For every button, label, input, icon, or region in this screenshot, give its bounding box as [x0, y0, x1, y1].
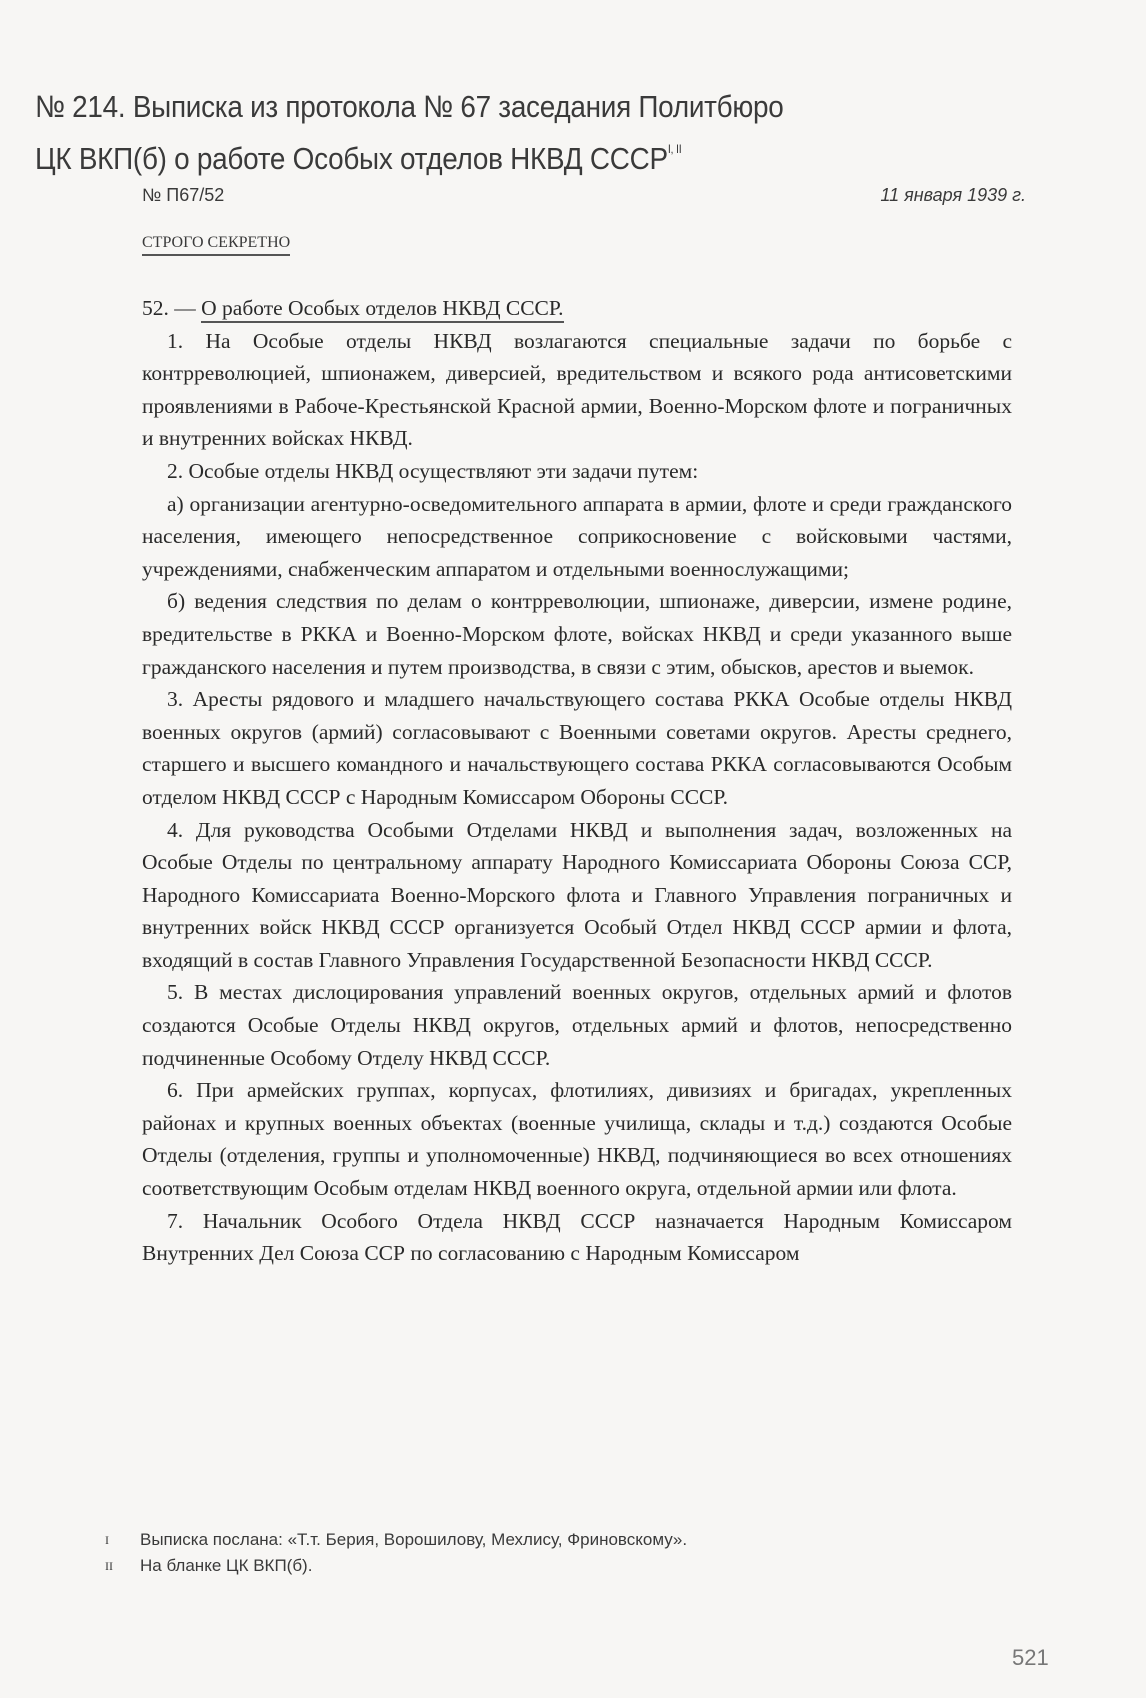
classification-label: СТРОГО СЕКРЕТНО [142, 234, 290, 256]
paragraph-7: 7. Начальник Особого Отдела НКВД СССР назначается Народным Комиссаром Внутренних Дел Союза ССР по согласованию с Народным Комиссаром [142, 1208, 1012, 1266]
title-line-2: ЦК ВКП(б) о работе Особых отделов НКВД $СССР^{I, II}$ [35, 141, 682, 176]
document-number: № П67/52 [142, 185, 225, 205]
page-number: 521 [1012, 1645, 1049, 1670]
document-title [35, 86, 899, 180]
footnotes [105, 1527, 1005, 1579]
paragraph-5: 5. В местах дислоцирования управлений военных округов, отдельных армий и флотов создаются Особые Отделы НКВД округов, отдельных армий и флотов, непосредственно подчиненные Особому Отделу НКВД СССР. [142, 980, 1012, 1070]
paragraph-2a: а) организации агентурно-осведомительного аппарата в армии, флоте и среди гражданского населения, имеющего непосредственное соприкосновение с войсковыми частями, учреждениями, снабженческим аппаратом и отдельными военнослужащими; [142, 491, 1012, 581]
document-body [142, 292, 1012, 1270]
footnote-mark: I [105, 1533, 109, 1547]
footnote [105, 1553, 1005, 1579]
document-date: 11 января 1939 г. [880, 185, 1026, 205]
title-line-1: № 214. Выписка из протокола № 67 заседания Политбюро [35, 89, 784, 124]
title-footnote-marks: I, II [667, 142, 682, 156]
paragraph-4: 4. Для руководства Особыми Отделами НКВД и выполнения задач, возложенных на Особые Отделы по центральному аппарату Народного Комиссариата Обороны Союза ССР, Народного Комиссариата Военно-Морского флота и Главного Управления пограничных и внутренних войск НКВД СССР организуется Особый Отдел НКВД СССР армии и флота, входящий в состав Главного Управления Государственной Безопасности НКВД СССР. [142, 817, 1012, 972]
paragraph-2b: б) ведения следствия по делам о контрреволюции, шпионаже, диверсии, измене родине, вредительстве в РККА и Военно-Морском флоте, войсках НКВД и среди указанного выше гражданского населения и путем производства, в связи с этим, обысков, арестов и выемок. [142, 589, 1012, 679]
footnote-text: Выписка послана: «Т.т. Берия, Ворошилову, Мехлису, Фриновскому». [140, 1530, 688, 1549]
paragraph-1: 1. На Особые отделы НКВД возлагаются специальные задачи по борьбе с контрреволюцией, шпионажем, диверсией, вредительством и всякого рода антисоветскими проявлениями в Рабоче-Крестьянской Красной армии, Военно-Морском флоте и пограничных и внутренних войсках НКВД. [142, 328, 1012, 451]
footnote [105, 1527, 1005, 1553]
paragraph-3: 3. Аресты рядового и младшего начальствующего состава РККА Особые отделы НКВД военных округов (армий) согласовывают с Военными советами округов. Аресты среднего, старшего и высшего командного и начальствующего состава РККА согласовываются Особым отделом НКВД СССР с Народным Комиссаром Обороны СССР. [142, 687, 1012, 809]
paragraph-6: 6. При армейских группах, корпусах, флотилиях, дивизиях и бригадах, укрепленных районах и крупных военных объектах (военные училища, склады и т.д.) создаются Особые Отделы (отделения, группы и уполномоченные) НКВД, подчиняющиеся во всех отношениях соответствующим Особым отделам НКВД военного округа, отдельной армии или флота. [142, 1078, 1012, 1201]
paragraph-2: 2. Особые отделы НКВД осуществляют эти задачи путем: [167, 458, 699, 483]
section-heading: 52. — О работе Особых отделов НКВД СССР. [142, 292, 1012, 325]
footnote-text: На бланке ЦК ВКП(б). [140, 1556, 313, 1575]
section-heading-text: О работе Особых отделов НКВД СССР. [201, 296, 563, 323]
footnote-mark: II [105, 1559, 113, 1573]
